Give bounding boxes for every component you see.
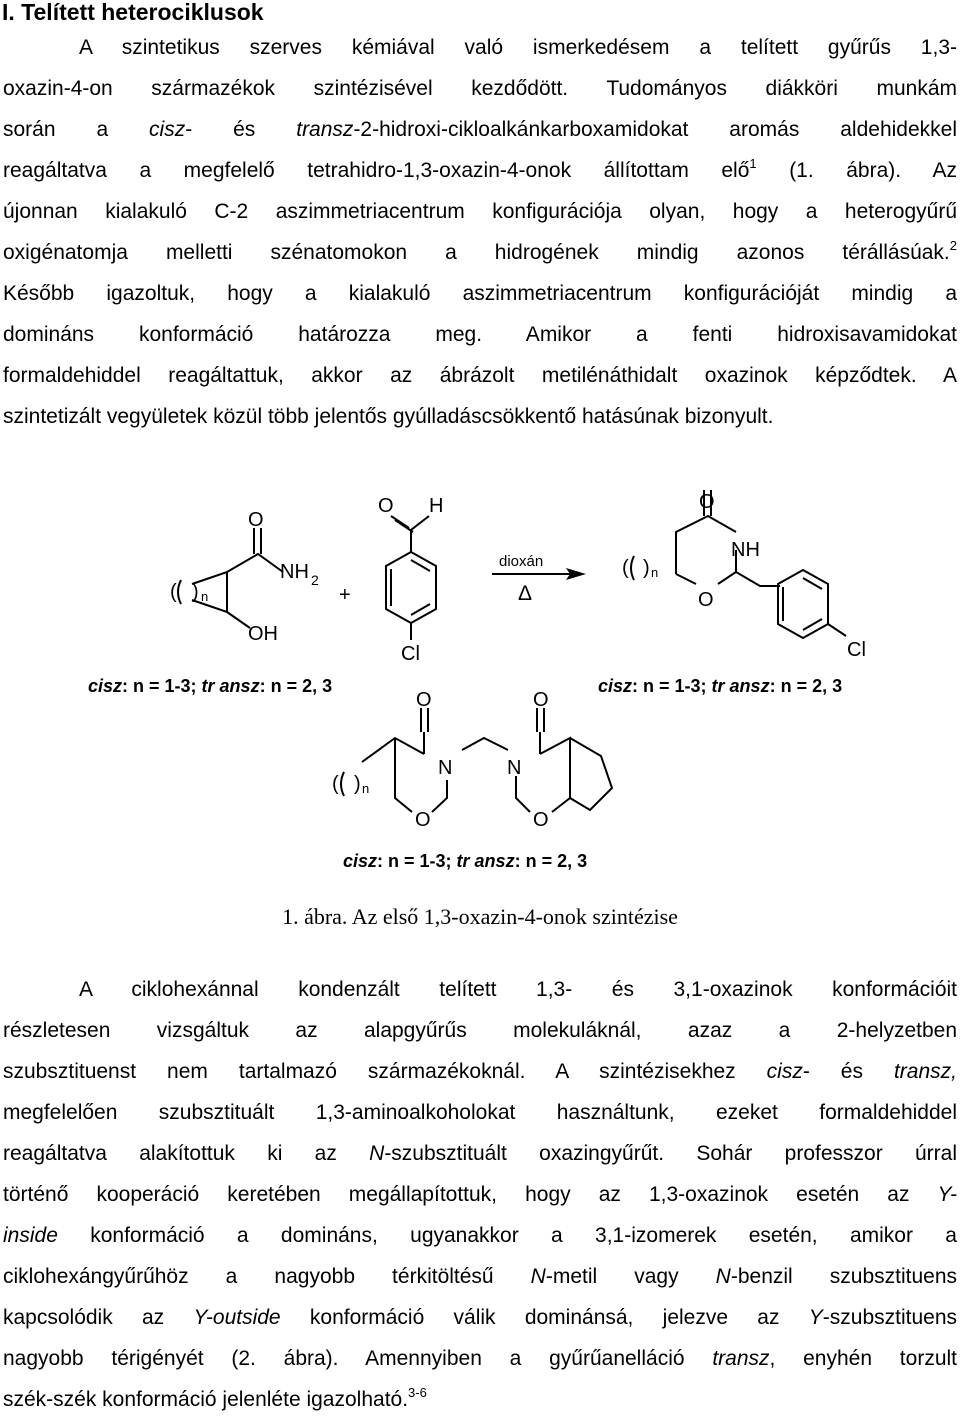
cond-cis-1: cisz <box>88 676 123 696</box>
ring-arc-2 <box>631 556 634 580</box>
text-run: A ciklohexánnal kondenzált telített 1,3- és 3,1-oxazinok konformációit <box>79 978 957 1001</box>
conditions-left <box>88 676 332 696</box>
aldehyde-carbonyl <box>391 516 413 532</box>
n-label-1: n <box>201 589 209 604</box>
text-run: domináns konformáció határozza meg. Amikor a fenti hidroxisavamidokat <box>3 323 957 346</box>
cond-trans-1: tr ansz <box>201 676 260 696</box>
aromatic-inner-1 <box>391 560 430 615</box>
paren-open-1: ( <box>170 581 177 603</box>
product1-ring-left <box>676 574 696 584</box>
text-run: - és <box>185 118 297 141</box>
text-run: szintetizált vegyületek közül több jelentős gyúlladáscsökkentő hatásúnak bizonyult. <box>3 405 774 428</box>
text-run: történő kooperáció keretében megállapítottuk, hogy az 1,3-oxazinok esetén az <box>3 1183 938 1206</box>
body-paragraph <box>3 969 957 1420</box>
oxygen-label-5: O <box>533 689 549 711</box>
text-line <box>3 68 957 109</box>
text-run: , enyhén torzult <box>769 1347 957 1370</box>
reaction-scheme-svg <box>0 470 960 870</box>
conditions-bottom <box>343 851 587 870</box>
hydroxy-bond <box>227 612 250 628</box>
italic-term: Y <box>808 1306 823 1329</box>
paren-open-3: ( <box>332 773 339 795</box>
figure-caption: 1. ábra. Az első 1,3-oxazin-4-onok szintézise <box>282 904 678 929</box>
text-run: Később igazoltuk, hogy a kialakuló aszimmetriacentrum konfigurációját mindig a <box>3 282 957 305</box>
text-run: során a <box>3 118 150 141</box>
cond-trans-2: tr ansz <box>711 676 770 696</box>
text-run: -metil vagy <box>545 1265 716 1288</box>
italic-term: cisz <box>149 118 186 141</box>
plus-sign: + <box>339 584 351 606</box>
aldehyde-bonds <box>411 516 429 552</box>
italic-term: transz, <box>893 1060 957 1083</box>
italic-term: Y-outside <box>193 1306 281 1329</box>
text-line <box>3 1215 957 1256</box>
text-line <box>3 355 957 396</box>
paren-close-3: ) <box>354 773 361 795</box>
text-run: részletesen vizsgáltuk az alapgyűrűs molekuláknál, azaz a 2-helyzetben <box>3 1019 957 1042</box>
arrow-condition-heat: Δ <box>518 582 533 605</box>
text-run: nagyobb térigényét (2. ábra). Amennyiben a gyűrűanelláció <box>3 1347 713 1370</box>
text-run: -szubsztituens <box>822 1306 958 1329</box>
cyclopentane-ring <box>570 738 612 810</box>
text-run: - és <box>802 1060 894 1083</box>
text-line <box>3 191 957 232</box>
reference-superscript: 2 <box>949 238 957 253</box>
text-line <box>3 1051 957 1092</box>
text-line <box>3 273 957 314</box>
text-line <box>3 1174 957 1215</box>
text-line <box>3 1379 957 1420</box>
bis-left-ring-top <box>362 738 424 762</box>
bis-left-ring-n <box>432 780 447 812</box>
text-line <box>3 1297 957 1338</box>
benzene-ring-1 <box>386 552 436 623</box>
bis-right-ring <box>540 738 570 812</box>
nh-label: NH <box>731 539 760 561</box>
text-line <box>3 396 957 437</box>
oxygen-label-4: O <box>416 689 432 711</box>
intro-paragraph <box>3 27 957 437</box>
conditions-right <box>598 676 842 696</box>
reaction-scheme-figure <box>0 470 960 870</box>
text-run: konformáció válik dominánsá, jelezve az <box>280 1306 809 1329</box>
text-line <box>3 1256 957 1297</box>
oxygen-label-2: O <box>378 495 394 517</box>
arrow-condition-solvent: dioxán <box>499 553 544 570</box>
paren-open-2: ( <box>622 557 629 579</box>
methylene-bridge <box>462 738 508 750</box>
reference-superscript: 1 <box>749 156 757 171</box>
text-line <box>3 314 957 355</box>
cond-mid-1: : n = 1-3; <box>122 676 202 696</box>
text-line <box>3 1338 957 1379</box>
text-run: oxazin-4-on származékok szintézisével kezdődött. Tudományos diákköri munkám <box>3 77 957 100</box>
text-run: reagáltatva a megfelelő tetrahidro-1,3-oxazin-4-onok állítottam elő <box>3 159 750 182</box>
cond-cis-3: cisz <box>343 851 378 870</box>
nitrogen-label-2: N <box>507 757 522 779</box>
aromatic-inner-2 <box>783 578 822 630</box>
text-run: oxigénatomja melletti szénatomokon a hidrogének mindig azonos térállásúak. <box>3 241 950 264</box>
chlorine-label-2: Cl <box>847 639 866 661</box>
n-label-2: n <box>651 565 659 580</box>
bis-left-ring-side <box>395 738 412 812</box>
text-run: A szintetikus szerves kémiával való ismerkedésem a telített gyűrűs 1,3- <box>79 36 957 59</box>
product1-aryl-link <box>736 572 780 586</box>
oxygen-label-3: O <box>699 491 715 513</box>
chloro-bond-2 <box>828 624 846 636</box>
text-line <box>3 1010 957 1051</box>
text-run: megfelelően szubsztituált 1,3-aminoalkoholokat használtunk, ezeket formaldehiddel <box>3 1101 957 1124</box>
text-run: reagáltatva alakítottuk ki az <box>3 1142 370 1165</box>
cond-cis-2: cisz <box>598 676 633 696</box>
italic-term: N <box>715 1265 731 1288</box>
chlorine-label-1: Cl <box>401 643 420 665</box>
italic-term: inside <box>3 1224 58 1247</box>
cond-end-1: : n = 2, 3 <box>259 676 333 696</box>
text-line <box>3 27 957 68</box>
italic-term: transz <box>296 118 354 141</box>
atom-labels <box>88 491 866 870</box>
italic-term: Y- <box>937 1183 957 1206</box>
amide-nh-label: NH <box>280 561 309 583</box>
benzene-ring-2 <box>778 570 828 638</box>
cond-mid-3: : n = 1-3; <box>377 851 457 870</box>
paren-close-2: ) <box>643 557 650 579</box>
text-run: ciklohexángyűrűhöz a nagyobb térkitöltésű <box>3 1265 531 1288</box>
text-line <box>3 150 957 191</box>
hydroxy-label: OH <box>248 623 278 645</box>
italic-term: N <box>369 1142 385 1165</box>
cond-mid-2: : n = 1-3; <box>632 676 712 696</box>
italic-term: transz <box>712 1347 770 1370</box>
cond-end-3: : n = 2, 3 <box>514 851 588 870</box>
text-run: (1. ábra). Az <box>756 159 957 182</box>
bis-right-ring-n <box>516 776 530 812</box>
text-line <box>3 1092 957 1133</box>
text-run: formaldehiddel reagáltattuk, akkor az ábrázolt metilénáthidalt oxazinok képződtek. A <box>3 364 957 387</box>
ring-arc-1 <box>178 580 181 604</box>
text-run: kapcsolódik az <box>3 1306 194 1329</box>
ring-oxygen-label-1: O <box>698 589 714 611</box>
text-line <box>3 232 957 273</box>
paren-close-1: ) <box>192 581 199 603</box>
bis-left-carbonyl <box>421 708 428 732</box>
carbonyl-1 <box>254 528 261 554</box>
oxygen-label-1: O <box>248 509 264 531</box>
italic-term: cisz <box>766 1060 803 1083</box>
ring-oxygen-label-3: O <box>533 809 549 831</box>
product1-chain <box>676 516 736 574</box>
chain-bonds-1 <box>227 554 283 572</box>
hydrogen-label: H <box>429 495 444 517</box>
text-run: -szubsztituált oxazingyűrűt. Sohár professzor úrral <box>384 1142 958 1165</box>
text-line <box>3 109 957 150</box>
ring-oxygen-label-2: O <box>415 809 431 831</box>
nitrogen-label-1: N <box>438 757 453 779</box>
amide-nh-sub: 2 <box>311 572 319 588</box>
text-run: szék-szék konformáció jelenléte igazolható. <box>3 1388 409 1411</box>
text-run: -2-hidroxi-cikloalkánkarboxamidokat aromás aldehidekkel <box>353 118 958 141</box>
n-label-3: n <box>362 781 370 796</box>
cond-trans-3: tr ansz <box>456 851 515 870</box>
italic-term: N <box>530 1265 546 1288</box>
cond-end-2: : n = 2, 3 <box>769 676 843 696</box>
text-line <box>3 969 957 1010</box>
text-run: -benzil szubsztituens <box>730 1265 957 1288</box>
ring-arc-3 <box>341 772 344 796</box>
section-heading: I. Telített heterociklusok <box>2 0 264 25</box>
text-run: újonnan kialakuló C-2 aszimmetriacentrum konfigurációja olyan, hogy a heterogyűrű <box>3 200 957 223</box>
text-run: konformáció a domináns, ugyanakkor a 3,1-izomerek esetén, amikor a <box>57 1224 957 1247</box>
text-run: szubsztituenst nem tartalmazó származékoknál. A szintézisekhez <box>3 1060 767 1083</box>
text-line <box>3 1133 957 1174</box>
reference-superscript: 3-6 <box>408 1385 427 1400</box>
bis-right-carbonyl <box>537 708 544 732</box>
